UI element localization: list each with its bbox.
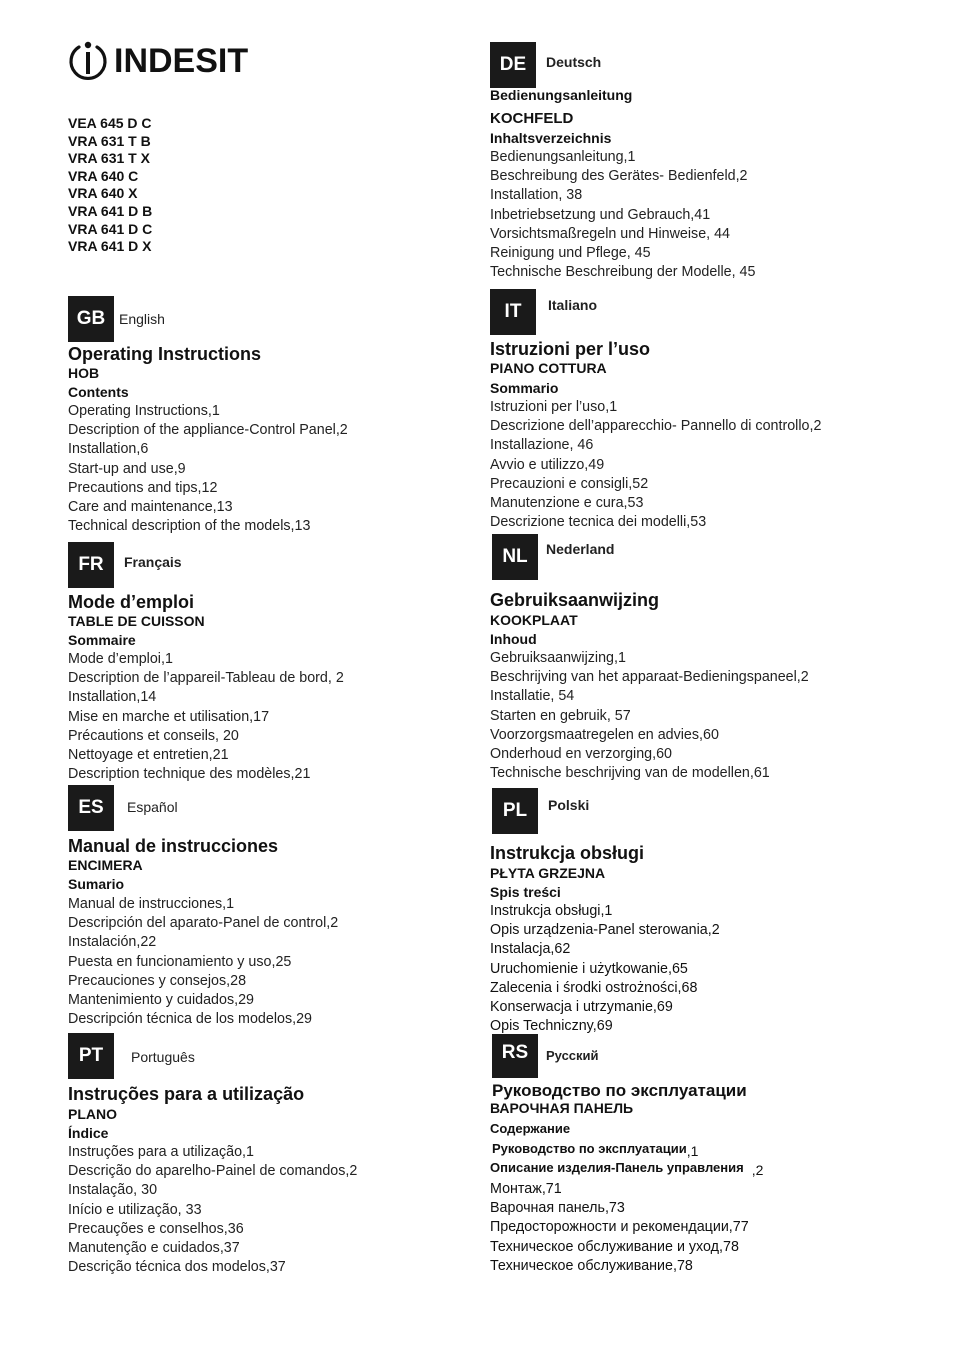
list-item: Руководство по эксплуатации xyxy=(492,1141,687,1156)
model-item: VRA 631 T X xyxy=(68,150,150,167)
list-item: Descrição do aparelho-Painel de comandos,2 xyxy=(68,1163,358,1180)
section-title-pl: Instrukcja obsługi xyxy=(490,843,645,863)
list-item: Bedienungsanleitung,1 xyxy=(490,149,636,165)
language-label-gb: English xyxy=(119,311,165,327)
list-item: Vorsichtsmaßregeln und Hinweise, 44 xyxy=(490,225,730,242)
contents-list-pl xyxy=(490,902,720,1036)
contents-list-rs xyxy=(490,1180,749,1276)
list-item: Puesta en funcionamiento y uso,25 xyxy=(68,953,292,970)
product-fr: TABLE DE CUISSON xyxy=(68,613,205,629)
language-label-rs: Русский xyxy=(546,1048,599,1063)
list-item: Care and maintenance,13 xyxy=(68,499,233,516)
section-title-es: Manual de instrucciones xyxy=(68,836,279,856)
contents-label-es: Sumario xyxy=(68,876,125,892)
list-item: Descripción del aparato-Panel de control,2 xyxy=(68,915,339,932)
list-item: Installazione, 46 xyxy=(490,437,594,454)
list-item: Manutenzione e cura,53 xyxy=(490,495,644,512)
model-item: VRA 640 X xyxy=(68,185,138,202)
contents-list-de xyxy=(490,148,755,282)
contents-list-es xyxy=(68,895,338,1029)
contents-label-rs: Содержание xyxy=(490,1121,571,1136)
contents-list-fr xyxy=(68,650,344,784)
model-list xyxy=(68,115,152,256)
model-item: VRA 641 D X xyxy=(68,238,152,255)
list-item: Описание изделия-Панель управления xyxy=(490,1160,744,1175)
product-gb: HOB xyxy=(68,365,100,381)
list-item: Technische beschrijving van de modellen,61 xyxy=(490,765,770,782)
contents-label-pl: Spis treści xyxy=(490,884,561,900)
list-item: Gebruiksaanwijzing,1 xyxy=(490,650,626,666)
list-item: Beschreibung des Gerätes- Bedienfeld,2 xyxy=(490,168,748,185)
contents-item-rs-1 xyxy=(492,1140,699,1159)
list-item: Installation,14 xyxy=(68,689,157,706)
section-title-nl: Gebruiksaanwijzing xyxy=(490,590,660,610)
language-label-fr: Français xyxy=(124,554,182,570)
list-item: Istruzioni per l’uso,1 xyxy=(490,399,618,415)
language-badge-gb: GB xyxy=(68,296,114,342)
language-label-de: Deutsch xyxy=(546,54,602,70)
product-rs: ВАРОЧНАЯ ПАНЕЛЬ xyxy=(490,1100,634,1116)
logo-mark-icon xyxy=(66,38,110,84)
product-es: ENCIMERA xyxy=(68,857,143,873)
list-item: Instalacja,62 xyxy=(490,941,571,958)
section-title-rs: Руководство по эксплуатации xyxy=(492,1081,747,1100)
list-item: Description de l’appareil-Tableau de bord, 2 xyxy=(68,670,344,687)
section-title-de: Bedienungsanleitung xyxy=(490,87,633,103)
list-item: Opis urządzenia-Panel sterowania,2 xyxy=(490,922,720,939)
contents-label-gb: Contents xyxy=(68,384,129,400)
section-title-fr: Mode d’emploi xyxy=(68,592,194,612)
list-item: Instalação, 30 xyxy=(68,1182,158,1199)
contents-list-it xyxy=(490,398,821,532)
list-item: Manual de instrucciones,1 xyxy=(68,896,235,912)
list-item: Technische Beschreibung der Modelle, 45 xyxy=(490,264,756,281)
list-item: Mode d’emploi,1 xyxy=(68,651,173,667)
list-item: Precauzioni e consigli,52 xyxy=(490,475,649,492)
list-item: Início e utilização, 33 xyxy=(68,1201,202,1218)
language-badge-es: ES xyxy=(68,785,114,831)
list-item: Starten en gebruik, 57 xyxy=(490,707,631,724)
list-item: Descripción técnica de los modelos,29 xyxy=(68,1011,312,1028)
list-item: Installation, 38 xyxy=(490,187,583,204)
product-pt: PLANO xyxy=(68,1106,117,1122)
list-item: Description of the appliance-Control Panel,2 xyxy=(68,422,348,439)
model-item: VRA 641 D B xyxy=(68,202,153,219)
language-label-pl: Polski xyxy=(548,797,590,813)
list-item: Descrizione tecnica dei modelli,53 xyxy=(490,514,707,531)
list-item: Варочная панель,73 xyxy=(490,1200,625,1217)
list-item: Reinigung und Pflege, 45 xyxy=(490,245,651,262)
contents-list-gb xyxy=(68,402,348,536)
list-item: Предосторожности и рекомендации,77 xyxy=(490,1219,749,1236)
list-item: Техническое обслуживание,78 xyxy=(490,1257,693,1274)
contents-list-nl xyxy=(490,649,809,783)
language-badge-de: DE xyxy=(490,42,536,88)
list-item: Installatie, 54 xyxy=(490,688,575,705)
model-item: VRA 640 C xyxy=(68,167,139,184)
model-item: VRA 631 T B xyxy=(68,132,151,149)
product-nl: KOOKPLAAT xyxy=(490,612,578,628)
contents-label-de: Inhaltsverzeichnis xyxy=(490,130,612,146)
list-item: Konserwacja i utrzymanie,69 xyxy=(490,999,673,1016)
product-it: PIANO COTTURA xyxy=(490,360,607,376)
contents-item-rs-2 xyxy=(490,1159,764,1178)
product-pl: PŁYTA GRZEJNA xyxy=(490,865,606,881)
language-badge-it: IT xyxy=(490,289,536,335)
list-item: Техническое обслуживание и уход,78 xyxy=(490,1238,739,1255)
list-item: Précautions et conseils, 20 xyxy=(68,727,239,744)
list-item: Nettoyage et entretien,21 xyxy=(68,747,229,764)
language-label-nl: Nederland xyxy=(546,541,615,557)
list-item: Onderhoud en verzorging,60 xyxy=(490,746,673,763)
list-item: Opis Techniczny,69 xyxy=(490,1018,613,1035)
page-number: ,2 xyxy=(751,1162,764,1178)
list-item: Description technique des modèles,21 xyxy=(68,766,311,783)
list-item: Operating Instructions,1 xyxy=(68,403,220,419)
contents-label-fr: Sommaire xyxy=(68,632,136,648)
language-badge-fr: FR xyxy=(68,542,114,588)
list-item: Instalación,22 xyxy=(68,934,157,951)
list-item: Precautions and tips,12 xyxy=(68,479,218,496)
list-item: Zalecenia i środki ostrożności,68 xyxy=(490,979,698,996)
section-title-pt: Instruções para a utilização xyxy=(68,1084,305,1104)
language-label-pt: Português xyxy=(131,1049,195,1065)
product-de: KOCHFELD xyxy=(490,110,574,127)
list-item: Precauciones y consejos,28 xyxy=(68,972,247,989)
list-item: Mise en marche et utilisation,17 xyxy=(68,708,270,725)
list-item: Uruchomienie i użytkowanie,65 xyxy=(490,960,688,977)
contents-label-it: Sommario xyxy=(490,380,559,396)
language-badge-pl: PL xyxy=(492,788,538,834)
section-title-gb: Operating Instructions xyxy=(68,344,262,364)
list-item: Монтаж,71 xyxy=(490,1181,562,1197)
brand-name: INDESIT xyxy=(114,42,249,80)
language-label-it: Italiano xyxy=(548,297,598,313)
model-item: VRA 641 D C xyxy=(68,220,153,237)
list-item: Descrição técnica dos modelos,37 xyxy=(68,1259,286,1276)
list-item: Beschrijving van het apparaat-Bedieningspaneel,2 xyxy=(490,669,809,686)
list-item: Manutenção e cuidados,37 xyxy=(68,1240,240,1257)
language-label-es: Español xyxy=(127,799,178,815)
list-item: Mantenimiento y cuidados,29 xyxy=(68,992,254,1009)
contents-label-pt: Índice xyxy=(68,1125,109,1141)
language-badge-nl: NL xyxy=(492,534,538,580)
page-number: ,1 xyxy=(686,1143,699,1159)
list-item: Precauções e conselhos,36 xyxy=(68,1220,244,1237)
list-item: Instrukcja obsługi,1 xyxy=(490,903,613,919)
list-item: Inbetriebsetzung und Gebrauch,41 xyxy=(490,206,711,223)
list-item: Avvio e utilizzo,49 xyxy=(490,456,605,473)
language-badge-pt: PT xyxy=(68,1033,114,1079)
contents-list-pt xyxy=(68,1143,357,1277)
model-item: VEA 645 D C xyxy=(68,115,152,131)
language-badge-rs: RS xyxy=(492,1034,538,1078)
list-item: Start-up and use,9 xyxy=(68,460,186,477)
list-item: Descrizione dell’apparecchio- Pannello di controllo,2 xyxy=(490,418,822,435)
list-item: Voorzorgsmaatregelen en advies,60 xyxy=(490,726,719,743)
indesit-logo xyxy=(66,38,249,86)
contents-label-nl: Inhoud xyxy=(490,631,537,647)
list-item: Installation,6 xyxy=(68,441,149,458)
list-item: Instruções para a utilização,1 xyxy=(68,1144,254,1160)
section-title-it: Istruzioni per l’uso xyxy=(490,339,651,359)
list-item: Technical description of the models,13 xyxy=(68,518,311,535)
